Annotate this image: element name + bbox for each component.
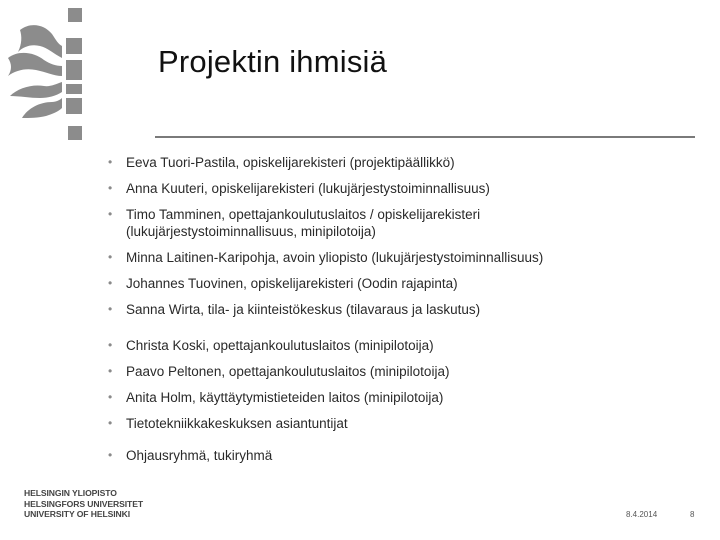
- title-divider: [155, 136, 695, 138]
- slide-date: 8.4.2014: [626, 510, 658, 519]
- bullet: •: [108, 390, 113, 404]
- list-item-text: Anna Kuuteri, opiskelijarekisteri (lukujärjestystoiminnallisuus): [126, 181, 490, 196]
- list-item-text: Johannes Tuovinen, opiskelijarekisteri (Oodin rajapinta): [126, 276, 458, 291]
- list-item-text: Ohjausryhmä, tukiryhmä: [126, 448, 273, 463]
- slide-title: Projektin ihmisiä: [158, 44, 388, 79]
- list-item-text: Timo Tamminen, opettajankoulutuslaitos / opiskelijarekisteri (lukujärjestystoiminnallisuus, minipilotoija): [126, 207, 481, 239]
- list-item-text: Minna Laitinen-Karipohja, avoin yliopisto (lukujärjestystoiminnallisuus): [126, 250, 544, 265]
- wordmark-line-en: UNIVERSITY OF HELSINKI: [24, 509, 131, 519]
- university-wordmark: [24, 488, 143, 520]
- wordmark-line-sv: HELSINGFORS UNIVERSITET: [24, 498, 143, 509]
- list-item-text: Eeva Tuori-Pastila, opiskelijarekisteri (projektipäällikkö): [126, 155, 455, 170]
- bullet: •: [108, 276, 113, 290]
- university-flame-logo-icon: [0, 0, 110, 150]
- bullet: •: [108, 207, 113, 221]
- bullet: •: [108, 416, 113, 430]
- list-item-text: Anita Holm, käyttäytymistieteiden laitos (minipilotoija): [126, 390, 444, 405]
- bullet: •: [108, 338, 113, 352]
- bullet: •: [108, 302, 113, 316]
- list-item-text: Sanna Wirta, tila- ja kiinteistökeskus (tilavaraus ja laskutus): [126, 302, 481, 317]
- wordmark-line-fi: HELSINGIN YLIOPISTO: [24, 488, 117, 498]
- bullet: •: [108, 364, 113, 378]
- list-item-text: Paavo Peltonen, opettajankoulutuslaitos (minipilotoija): [126, 364, 450, 379]
- page-number: 8: [690, 510, 695, 519]
- bullet: •: [108, 155, 113, 169]
- bullet: •: [108, 250, 113, 264]
- list-item-text: Christa Koski, opettajankoulutuslaitos (minipilotoija): [126, 338, 434, 353]
- bullet: •: [108, 181, 113, 195]
- bullet: •: [108, 448, 113, 462]
- list-item-text: Tietotekniikkakeskuksen asiantuntijat: [126, 416, 348, 431]
